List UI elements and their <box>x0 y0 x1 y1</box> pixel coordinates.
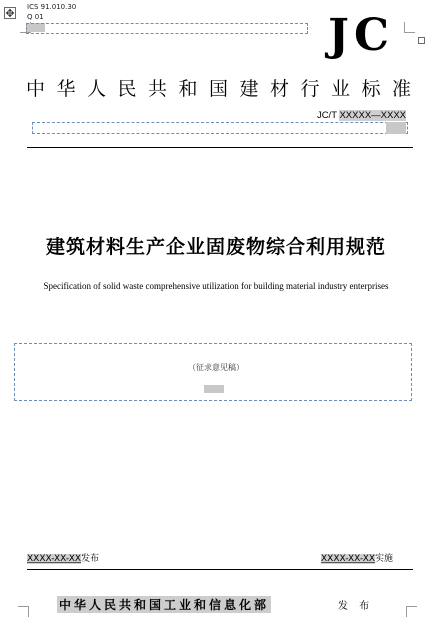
title-cn: 建筑材料生产企业固废物综合利用规范 <box>45 236 386 258</box>
jc-logo: JC <box>328 10 394 61</box>
crop-mark-bottom-left <box>18 606 29 617</box>
implement-label: 实施 <box>375 554 394 564</box>
publish-label: 发布 <box>81 554 100 564</box>
publish-date: XXXX-XX-XX <box>27 554 82 564</box>
standard-number-placeholder[interactable] <box>386 122 406 134</box>
standard-code: XXXXX—XXXX <box>339 110 406 121</box>
logo-resize-handle[interactable] <box>418 37 425 44</box>
crop-mark-top-right <box>404 22 415 33</box>
standard-prefix: JC/T <box>316 110 340 121</box>
issue-label: 发 布 <box>338 601 374 612</box>
draft-status: （征求意见稿） <box>188 363 244 372</box>
header-field-box[interactable] <box>26 23 308 34</box>
header-rule <box>27 147 413 148</box>
title-en: Specification of solid waste comprehensive utilization for building material industry enterprises <box>43 281 389 291</box>
implement-date-line <box>321 551 393 564</box>
footer-rule <box>27 569 413 570</box>
standard-number <box>317 110 406 121</box>
draft-placeholder[interactable] <box>204 385 224 393</box>
standard-number-box[interactable] <box>32 122 408 134</box>
publish-date-line <box>27 551 99 564</box>
crop-mark-bottom-right <box>406 606 417 617</box>
ics-code: ICS 91.010.30 <box>27 3 77 11</box>
issuer: 中华人民共和国工业和信息化部 <box>59 598 270 612</box>
org-title: 中华人民共和国建材行业标准 <box>26 78 423 100</box>
classification-code: Q 01 <box>27 13 44 21</box>
move-handle-icon[interactable]: ✥ <box>5 7 15 20</box>
implement-date: XXXX-XX-XX <box>321 554 376 564</box>
